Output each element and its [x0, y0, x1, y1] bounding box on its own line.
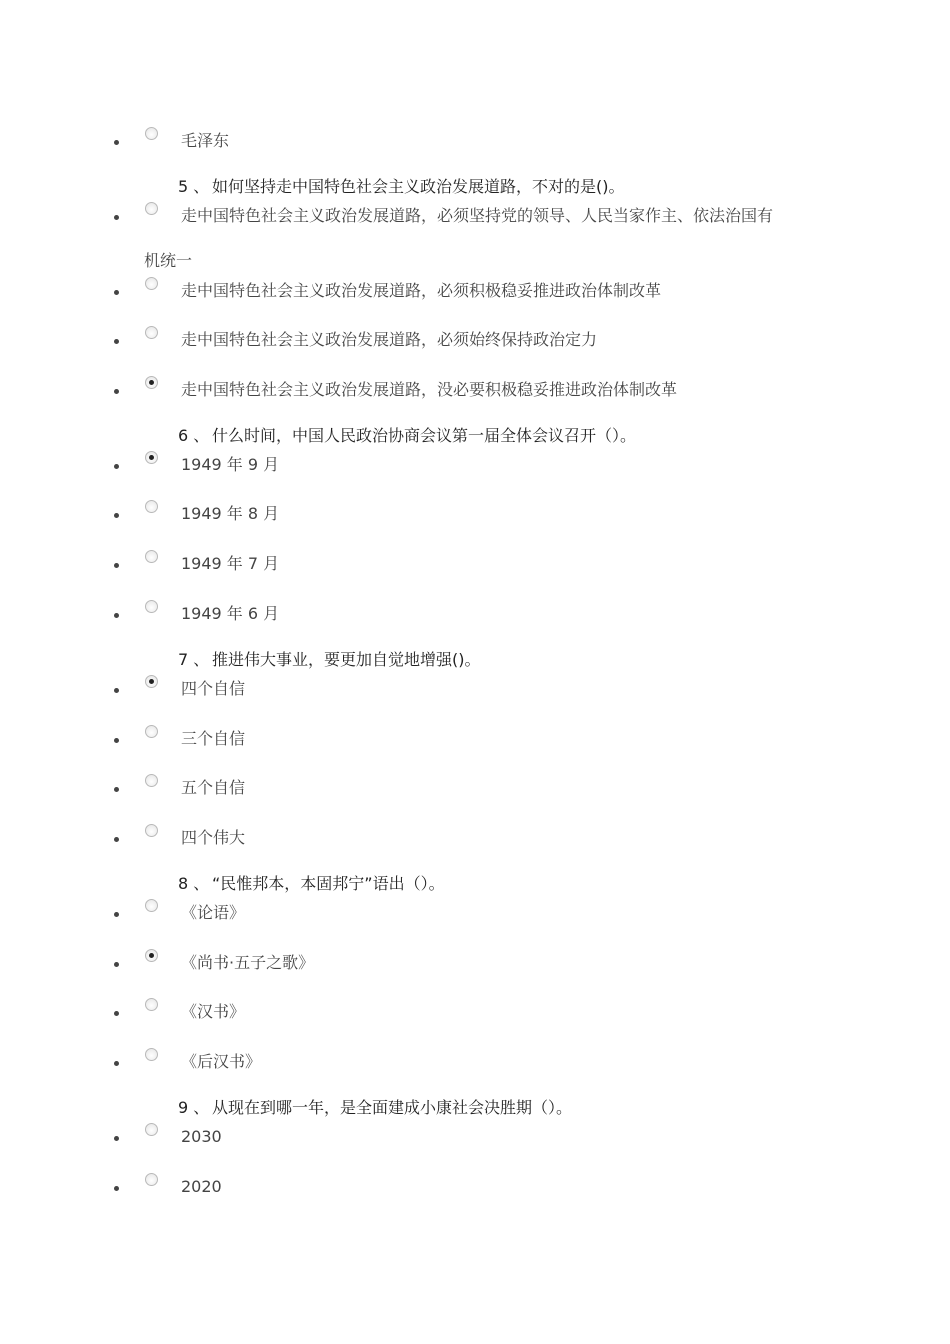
bullet-icon	[114, 1186, 119, 1191]
list-item	[0, 376, 950, 406]
bullet-icon	[114, 513, 119, 518]
option-label: 走中国特色社会主义政治发展道路，必须积极稳妥推进政治体制改革	[181, 281, 662, 300]
list-item	[0, 451, 950, 481]
radio-button[interactable]	[145, 326, 158, 339]
list-item	[0, 326, 950, 356]
list-item	[0, 998, 950, 1028]
option-label: 1949 年 8 月	[181, 504, 280, 523]
list-item	[0, 824, 950, 854]
radio-button[interactable]	[145, 277, 158, 290]
list-item	[0, 202, 950, 232]
option-label: 《后汉书》	[181, 1052, 262, 1071]
radio-button[interactable]	[145, 451, 158, 464]
option-label: 1949 年 6 月	[181, 604, 280, 623]
list-item	[0, 600, 950, 630]
radio-button[interactable]	[145, 725, 158, 738]
radio-button[interactable]	[145, 1048, 158, 1061]
bullet-icon	[114, 688, 119, 693]
option-label: 1949 年 7 月	[181, 554, 280, 573]
question-title	[178, 1098, 572, 1118]
option-label: 走中国特色社会主义政治发展道路，没必要积极稳妥推进政治体制改革	[181, 380, 678, 399]
option-label: 四个自信	[181, 679, 246, 698]
option-label: 1949 年 9 月	[181, 455, 280, 474]
radio-button[interactable]	[145, 774, 158, 787]
option-label: 《汉书》	[181, 1002, 246, 1021]
question-title	[178, 874, 445, 894]
bullet-icon	[114, 837, 119, 842]
question-text: “民惟邦本，本固邦宁”语出（）。	[212, 874, 445, 893]
question-number: 7 、	[178, 650, 210, 669]
bullet-icon	[114, 563, 119, 568]
bullet-icon	[114, 389, 119, 394]
question-title	[178, 426, 636, 446]
bullet-icon	[114, 140, 119, 145]
option-label: 三个自信	[181, 729, 246, 748]
bullet-icon	[114, 464, 119, 469]
option-label: 走中国特色社会主义政治发展道路，必须始终保持政治定力	[181, 330, 598, 349]
radio-button[interactable]	[145, 127, 158, 140]
bullet-icon	[114, 1011, 119, 1016]
option-label: 2030	[181, 1127, 222, 1146]
option-label-continuation: 机统一	[144, 251, 193, 270]
list-item	[0, 550, 950, 580]
option-label: 五个自信	[181, 778, 246, 797]
bullet-icon	[114, 290, 119, 295]
radio-button[interactable]	[145, 998, 158, 1011]
radio-button[interactable]	[145, 376, 158, 389]
question-title	[178, 177, 625, 197]
bullet-icon	[114, 215, 119, 220]
bullet-icon	[114, 613, 119, 618]
bullet-icon	[114, 1136, 119, 1141]
list-item	[0, 1123, 950, 1153]
radio-button[interactable]	[145, 550, 158, 563]
list-item	[0, 1173, 950, 1203]
question-text: 什么时间，中国人民政治协商会议第一届全体会议召开（）。	[212, 426, 637, 445]
list-item	[0, 774, 950, 804]
bullet-icon	[114, 1061, 119, 1066]
radio-button[interactable]	[145, 675, 158, 688]
question-number: 6 、	[178, 426, 210, 445]
list-item	[0, 949, 950, 979]
question-number: 8 、	[178, 874, 210, 893]
radio-button[interactable]	[145, 500, 158, 513]
bullet-icon	[114, 339, 119, 344]
bullet-icon	[114, 787, 119, 792]
radio-button[interactable]	[145, 600, 158, 613]
list-item	[0, 675, 950, 705]
option-label: 四个伟大	[181, 828, 246, 847]
question-text: 从现在到哪一年，是全面建成小康社会决胜期（）。	[212, 1098, 573, 1117]
question-text: 如何坚持走中国特色社会主义政治发展道路，不对的是()。	[212, 177, 625, 196]
radio-button[interactable]	[145, 1173, 158, 1186]
bullet-icon	[114, 962, 119, 967]
question-number: 9 、	[178, 1098, 210, 1117]
option-label: 走中国特色社会主义政治发展道路，必须坚持党的领导、人民当家作主、依法治国有	[181, 206, 774, 225]
list-item	[0, 277, 950, 307]
list-item	[0, 899, 950, 929]
list-item	[0, 500, 950, 530]
radio-button[interactable]	[145, 202, 158, 215]
radio-button[interactable]	[145, 949, 158, 962]
radio-button[interactable]	[145, 899, 158, 912]
option-label: 2020	[181, 1177, 222, 1196]
list-item	[0, 127, 950, 157]
option-label: 《论语》	[181, 903, 246, 922]
radio-button[interactable]	[145, 1123, 158, 1136]
bullet-icon	[114, 738, 119, 743]
question-text: 推进伟大事业，要更加自觉地增强()。	[212, 650, 481, 669]
radio-button[interactable]	[145, 824, 158, 837]
bullet-icon	[114, 912, 119, 917]
option-label: 《尚书·五子之歌》	[181, 953, 315, 972]
option-label: 毛泽东	[181, 131, 230, 150]
question-number: 5 、	[178, 177, 210, 196]
question-title	[178, 650, 481, 670]
list-item	[0, 725, 950, 755]
list-item	[0, 1048, 950, 1078]
